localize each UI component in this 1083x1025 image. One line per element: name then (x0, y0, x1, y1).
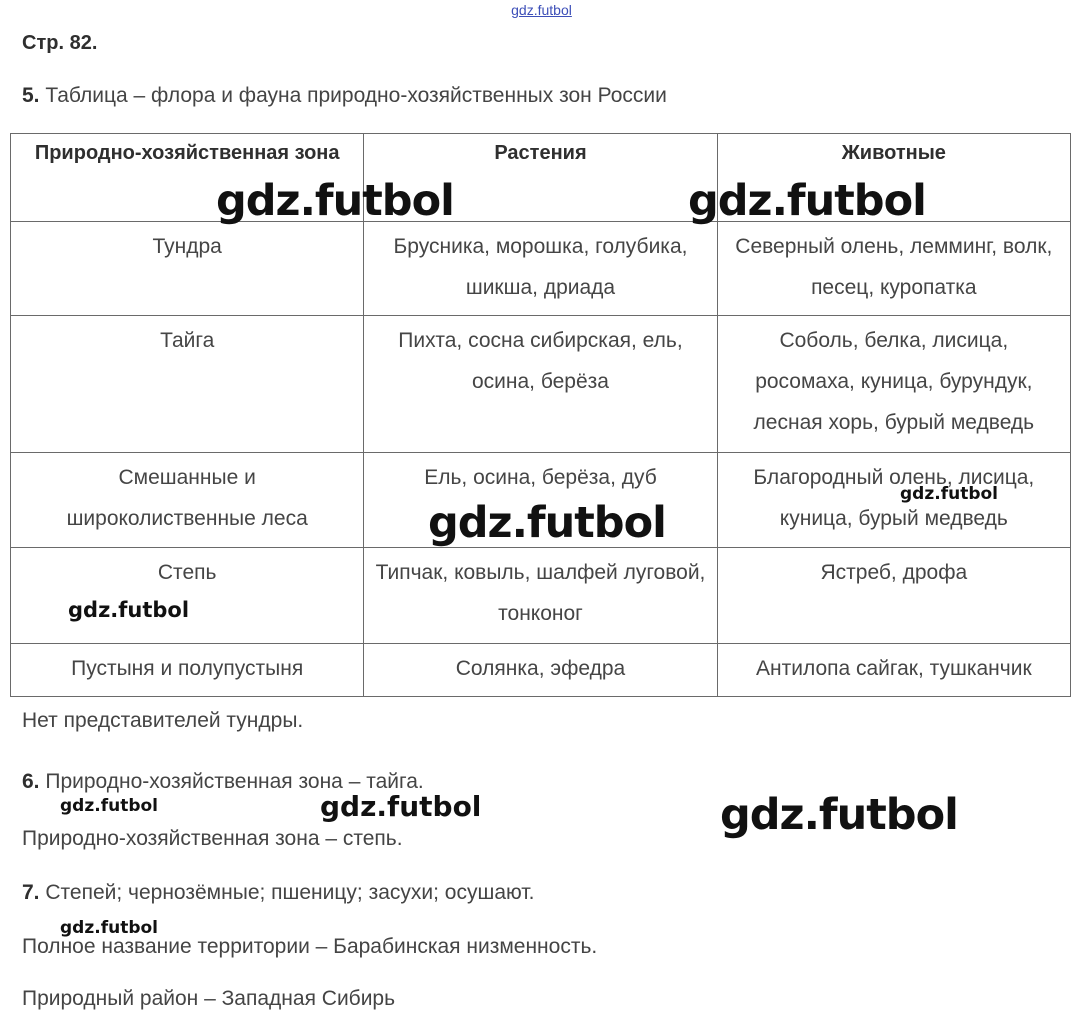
plants-cell: Ель, осина, берёза, дуб (364, 453, 717, 548)
plants-cell: Типчак, ковыль, шалфей луговой, тонконог (364, 548, 717, 644)
top-watermark-link[interactable]: gdz.futbol (511, 2, 572, 18)
zone-cell: Степь (11, 548, 364, 644)
header-animals: Животные (717, 134, 1070, 222)
plants-cell: Брусника, морошка, голубика, шикша, дриада (364, 222, 717, 316)
animals-cell: Соболь, белка, лисица, росомаха, куница, бурундук, лесная хорь, бурый медведь (717, 316, 1070, 453)
header-plants: Растения (364, 134, 717, 222)
plants-cell: Солянка, эфедра (364, 644, 717, 697)
watermark: gdz.futbol (720, 790, 958, 840)
watermark: gdz.futbol (60, 918, 158, 938)
task6-answer1: Природно-хозяйственная зона – тайга. (45, 770, 424, 793)
task7-line1 (22, 881, 534, 905)
animals-cell: Благородный олень, лисица, куница, бурый медведь (717, 453, 1070, 548)
table-row (11, 548, 1071, 644)
watermark: gdz.futbol (60, 796, 158, 816)
watermark: gdz.futbol (68, 598, 190, 622)
header-zone: Природно-хозяйственная зона (11, 134, 364, 222)
table-row (11, 222, 1071, 316)
zone-cell: Тундра (11, 222, 364, 316)
task5-text: Таблица – флора и фауна природно-хозяйственных зон России (45, 84, 667, 107)
task6-answer2: Природно-хозяйственная зона – степь. (22, 827, 403, 850)
animals-cell: Северный олень, лемминг, волк, песец, куропатка (717, 222, 1070, 316)
zone-cell: Тайга (11, 316, 364, 453)
watermark: gdz.futbol (688, 176, 926, 226)
watermark: gdz.futbol (428, 498, 666, 548)
task6-number: 6. (22, 770, 40, 793)
task5-heading (22, 84, 667, 108)
table-row (11, 316, 1071, 453)
table-row (11, 644, 1071, 697)
task7-answer2: Полное название территории – Барабинская низменность. (22, 935, 598, 958)
zone-cell: Пустыня и полупустыня (11, 644, 364, 697)
task7-number: 7. (22, 881, 40, 904)
task7-answer3: Природный район – Западная Сибирь (22, 987, 396, 1010)
page-reference: Стр. 82. (22, 32, 98, 54)
table-note: Нет представителей тундры. (22, 709, 304, 732)
watermark: gdz.futbol (320, 790, 482, 823)
watermark: gdz.futbol (900, 484, 998, 504)
watermark: gdz.futbol (216, 176, 454, 226)
zone-cell: Смешанные и широколиственные леса (11, 453, 364, 548)
animals-cell: Ястреб, дрофа (717, 548, 1070, 644)
task7-answer1: Степей; чернозёмные; пшеницу; засухи; осушают. (45, 881, 535, 904)
plants-cell: Пихта, сосна сибирская, ель, осина, берёза (364, 316, 717, 453)
animals-cell: Антилопа сайгак, тушканчик (717, 644, 1070, 697)
task5-number: 5. (22, 84, 40, 107)
